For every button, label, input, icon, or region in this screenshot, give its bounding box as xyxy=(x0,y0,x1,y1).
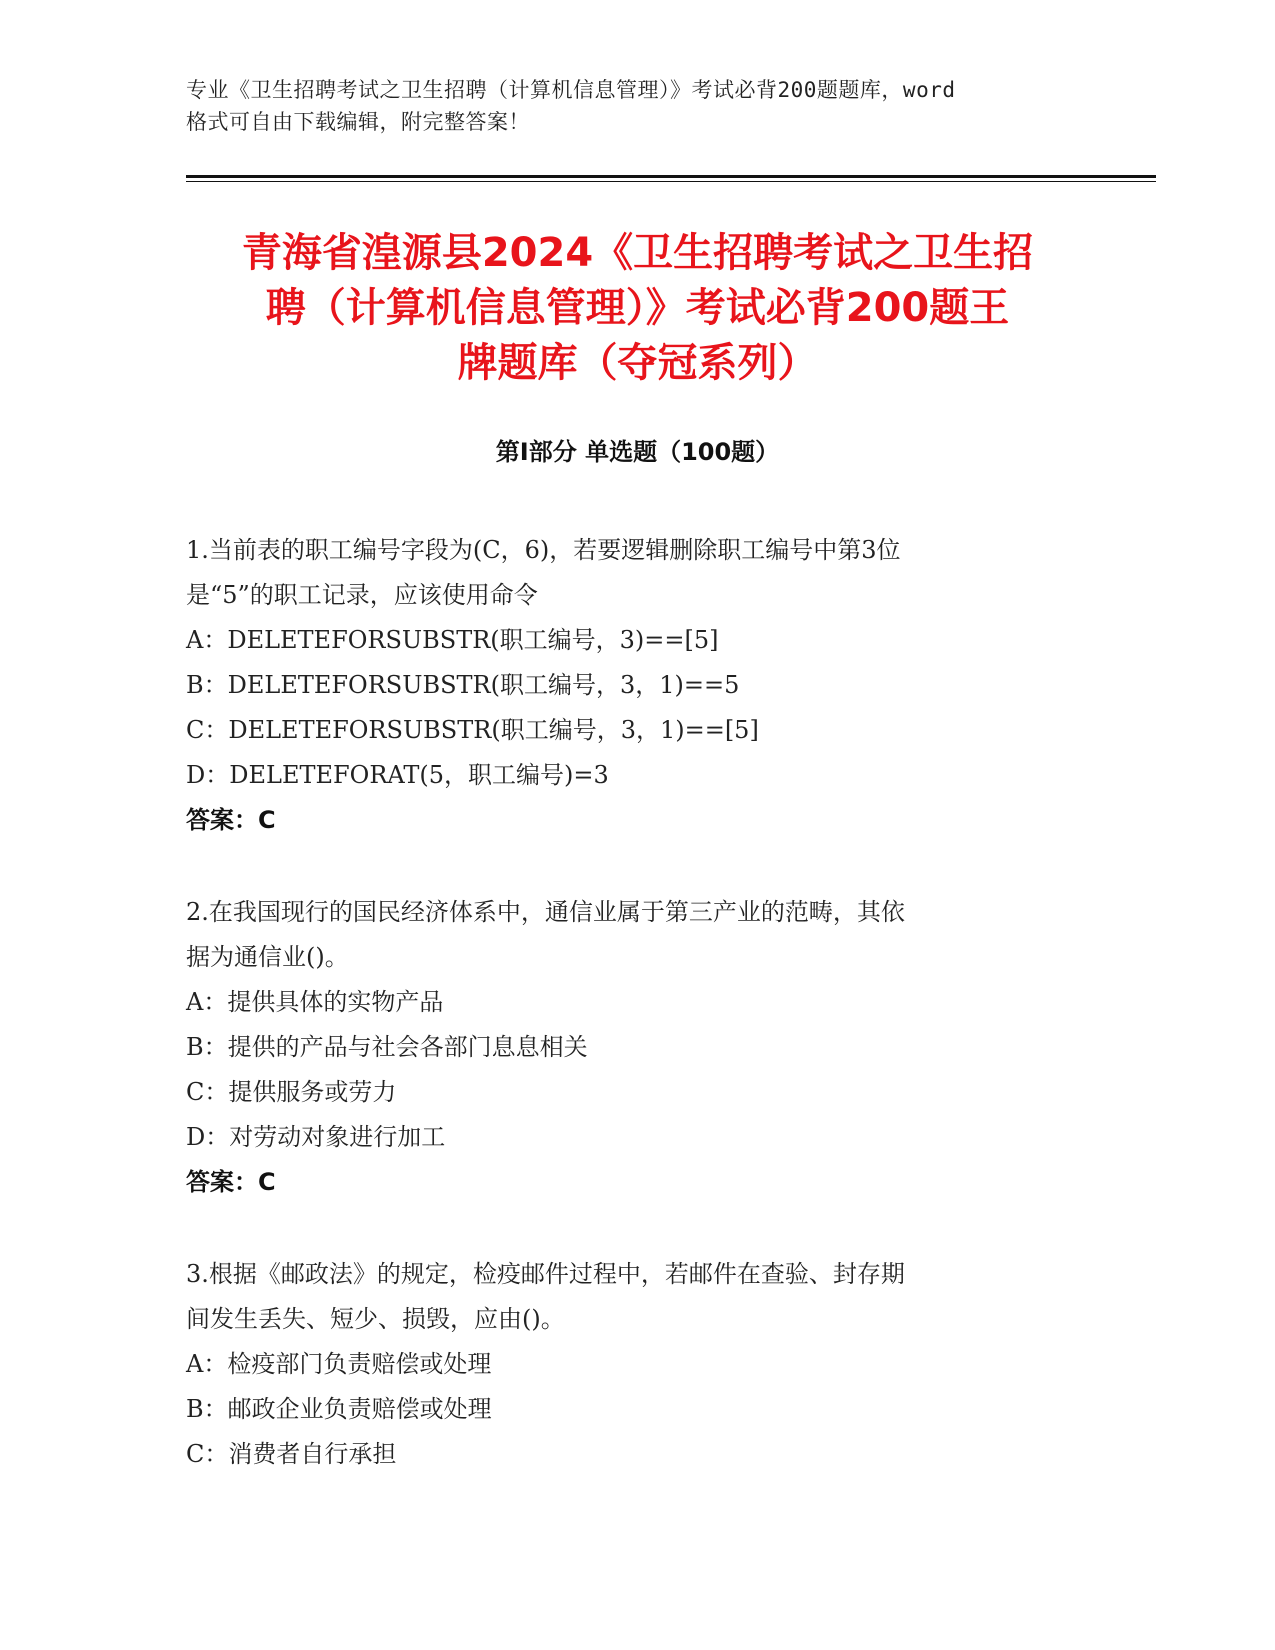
option-c: C：提供服务或劳力 xyxy=(186,1078,397,1106)
question-stem-line: 3.根据《邮政法》的规定，检疫邮件过程中，若邮件在查验、封存期 xyxy=(186,1260,905,1288)
question-stem-line: 据为通信业()。 xyxy=(186,943,349,971)
question-list xyxy=(186,528,1086,1477)
option-c: C：消费者自行承担 xyxy=(186,1440,397,1468)
header-rule-thick xyxy=(186,175,1156,178)
section-heading: 第Ⅰ部分 单选题（100题） xyxy=(495,438,780,466)
question-1 xyxy=(186,528,1086,843)
question-stem-line: 是“5”的职工记录，应该使用命令 xyxy=(186,581,538,609)
question-2 xyxy=(186,890,1086,1205)
option-a: A：DELETEFORSUBSTR(职工编号，3)==[5] xyxy=(186,626,719,654)
answer-line: 答案：C xyxy=(186,806,276,834)
option-c: C：DELETEFORSUBSTR(职工编号，3，1)==[5] xyxy=(186,716,759,744)
question-3 xyxy=(186,1252,1086,1477)
header-rule-thin xyxy=(186,181,1156,182)
document-title xyxy=(130,226,1145,391)
answer-line: 答案：C xyxy=(186,1168,276,1196)
option-b: B：DELETEFORSUBSTR(职工编号，3，1)==5 xyxy=(186,671,740,699)
header-note-line: 专业《卫生招聘考试之卫生招聘（计算机信息管理）》考试必背200题题库，word xyxy=(186,78,956,102)
header-note xyxy=(186,74,1086,138)
option-a: A：检疫部门负责赔偿或处理 xyxy=(186,1350,492,1378)
option-d: D：DELETEFORAT(5，职工编号)=3 xyxy=(186,761,609,789)
title-line: 聘（计算机信息管理）》考试必背200题王 xyxy=(265,285,1010,331)
option-a: A：提供具体的实物产品 xyxy=(186,988,444,1016)
question-stem-line: 间发生丢失、短少、损毁，应由()。 xyxy=(186,1305,565,1333)
option-b: B：邮政企业负责赔偿或处理 xyxy=(186,1395,492,1423)
title-line: 青海省湟源县2024《卫生招聘考试之卫生招 xyxy=(241,230,1034,276)
question-stem-line: 1.当前表的职工编号字段为(C，6)，若要逻辑删除职工编号中第3位 xyxy=(186,536,901,564)
question-stem-line: 2.在我国现行的国民经济体系中，通信业属于第三产业的范畴，其依 xyxy=(186,898,905,926)
header-note-line: 格式可自由下载编辑，附完整答案！ xyxy=(186,110,530,134)
title-line: 牌题库（夺冠系列） xyxy=(457,340,818,386)
option-d: D：对劳动对象进行加工 xyxy=(186,1123,446,1151)
option-b: B：提供的产品与社会各部门息息相关 xyxy=(186,1033,588,1061)
